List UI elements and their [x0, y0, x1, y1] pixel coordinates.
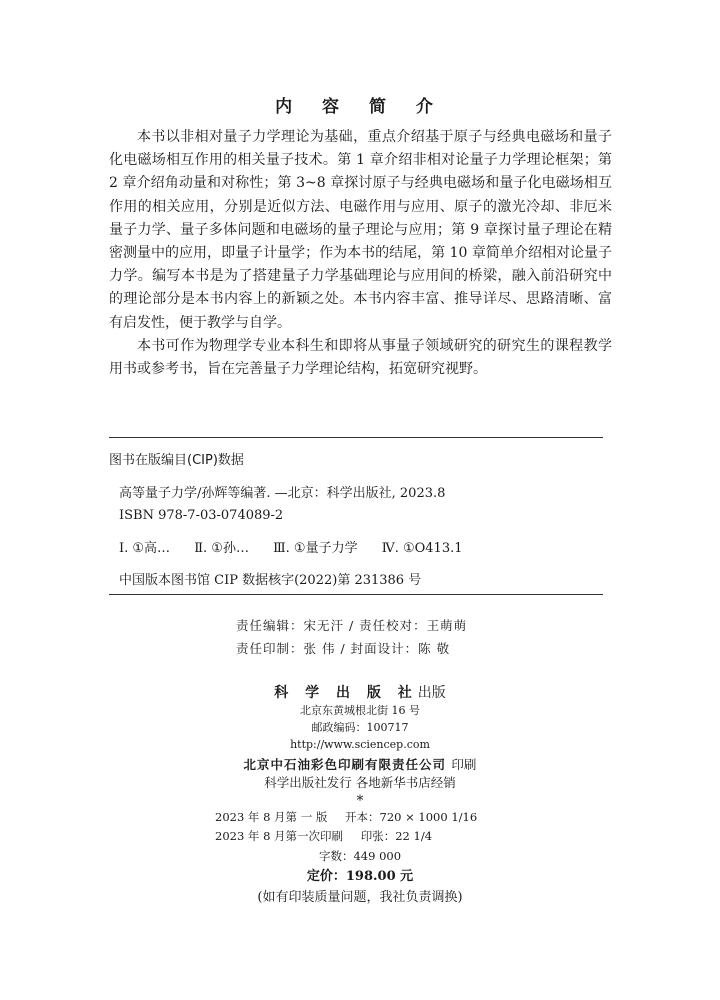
distributor-line: 科学出版社发行 各地新华书店经销 — [264, 775, 456, 790]
publisher-name: 科 学 出 版 社 — [274, 685, 418, 701]
edition-printing: 2023 年 8 月第一次印刷 — [215, 829, 344, 843]
page-title: 内 容 简 介 — [275, 97, 445, 117]
word-count: 字数：449 000 — [318, 849, 402, 863]
printed-sheets: 印张：22 1/4 — [360, 829, 433, 843]
editor-line-2: 责任印制：张 伟 / 封面设计：陈 敬 — [236, 641, 451, 656]
edition-block — [0, 808, 720, 846]
publisher-suffix: 出版 — [417, 685, 446, 701]
cip-classifications — [119, 539, 603, 558]
quality-notice: (如有印装质量问题，我社负责调换) — [257, 890, 463, 905]
intro-paragraph-1: 本书以非相对量子力学理论为基础，重点介绍基于原子与经典电磁场和量子化电磁场相互作用的相关量子技术。第 1 章介绍非相对论量子力学理论框架；第 2 章介绍角动量和对称性；第 3~8 章探讨原子与经典电磁场和量子化电磁场相互作用的相关应用，分别是近似方法、电磁作用与应用、原子的激光冷却、非厄米量子力学、量子多体问题和电磁场的量子理论与应用；第 9 章探讨量子理论在精密测量中的应用，即量子计量学；作为本书的结尾，第 10 章简单介绍相对论量子力学。编写本书是为了搭建量子力学基础理论与应用间的桥梁，融入前沿研究中的理论部分是本书内容上的新颖之处。本书内容丰富、推导详尽、思路清晰、富有启发性，便于教学与自学。 — [109, 129, 612, 331]
printer-name: 北京中石油彩色印刷有限责任公司 — [243, 757, 447, 772]
cip-class-1: Ⅰ. ①高… — [119, 541, 171, 556]
book-introduction — [109, 126, 612, 381]
cip-record-number: 中国版本图书馆 CIP 数据核字(2022)第 231386 号 — [119, 573, 422, 588]
cip-class-2: Ⅱ. ①孙… — [194, 541, 249, 556]
format-size: 开本：720 × 1000 1/16 — [345, 810, 478, 824]
separator-star: * — [356, 793, 364, 809]
publication-info — [0, 682, 720, 908]
cip-class-3: Ⅲ. ①量子力学 — [273, 541, 358, 556]
printer-line — [0, 755, 720, 773]
cip-isbn: ISBN 978-7-03-074089-2 — [119, 508, 284, 523]
editor-credits — [236, 614, 467, 660]
cip-title-line: 高等量子力学/孙辉等编著. —北京：科学出版社, 2023.8 — [119, 486, 446, 501]
cip-data-block — [109, 437, 603, 595]
publisher-line — [0, 682, 720, 702]
edition-row-2 — [215, 827, 515, 846]
intro-paragraph-2: 本书可作为物理学专业本科生和即将从事量子领域研究的研究生的课程教学用书或参考书，旨在完善量子力学理论结构，拓宽研究视野。 — [109, 337, 612, 378]
edition-first: 2023 年 8 月第 一 版 — [215, 810, 328, 824]
price: 定价：198.00 元 — [306, 869, 414, 884]
cip-class-4: Ⅳ. ①O413.1 — [381, 541, 463, 556]
publisher-postcode: 邮政编码：100717 — [311, 721, 409, 734]
printer-suffix: 印刷 — [451, 757, 477, 772]
publisher-website: http://www.sciencep.com — [290, 738, 430, 751]
cip-heading: 图书在版编目(CIP)数据 — [109, 453, 244, 468]
cip-bottom-rule — [109, 594, 603, 595]
publisher-address: 北京东黄城根北街 16 号 — [300, 704, 420, 717]
cip-top-rule — [109, 437, 603, 438]
edition-row-1 — [215, 808, 515, 827]
editor-line-1: 责任编辑：宋无汗 / 责任校对：王萌萌 — [236, 618, 468, 633]
